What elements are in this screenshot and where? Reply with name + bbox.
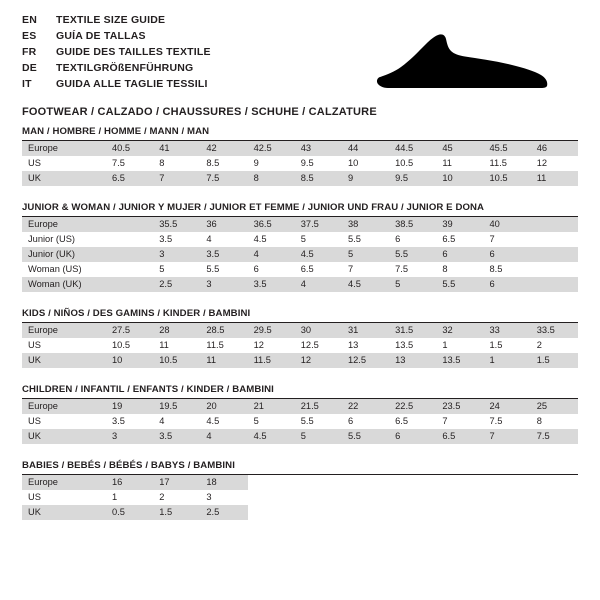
- cell: 11: [153, 338, 200, 353]
- dress-shoe-icon: [374, 30, 550, 102]
- cell: 9: [248, 156, 295, 171]
- cell: 5: [295, 232, 342, 247]
- cell: 6.5: [436, 429, 483, 444]
- cell: 8.5: [295, 171, 342, 186]
- cell: [106, 277, 153, 292]
- language-code: FR: [22, 46, 37, 58]
- cell: 8: [153, 156, 200, 171]
- row-label: US: [22, 338, 106, 353]
- cell: [106, 247, 153, 262]
- row-label: US: [22, 414, 106, 429]
- cell: 10.5: [153, 353, 200, 368]
- cell: 27.5: [106, 323, 153, 338]
- cell: 5.5: [295, 414, 342, 429]
- cell: 10.5: [484, 171, 531, 186]
- cell: 5.5: [200, 262, 247, 277]
- cell: 4: [200, 232, 247, 247]
- cell: 7: [153, 171, 200, 186]
- cell: 4.5: [200, 414, 247, 429]
- cell: 4: [153, 414, 200, 429]
- cell: 12: [248, 338, 295, 353]
- table-row: [22, 353, 578, 368]
- cell: 32: [436, 323, 483, 338]
- cell: [531, 505, 578, 520]
- cell: 10: [436, 171, 483, 186]
- section-title: BABIES / BEBÉS / BÉBÉS / BABYS / BAMBINI: [22, 460, 578, 475]
- cell: 6: [342, 414, 389, 429]
- cell: [248, 475, 295, 490]
- cell: 4: [200, 429, 247, 444]
- cell: 17: [153, 475, 200, 490]
- cell: 5: [342, 247, 389, 262]
- cell: [295, 475, 342, 490]
- section-title: KIDS / NIÑOS / DES GAMINS / KINDER / BAMBINI: [22, 308, 578, 323]
- cell: 7: [342, 262, 389, 277]
- cell: 23.5: [436, 399, 483, 414]
- cell: 8.5: [484, 262, 531, 277]
- cell: 28: [153, 323, 200, 338]
- row-label: Europe: [22, 141, 106, 156]
- row-label: Junior (US): [22, 232, 106, 247]
- cell: 38: [342, 217, 389, 232]
- row-label: US: [22, 490, 106, 505]
- table-row: [22, 429, 578, 444]
- cell: 6: [389, 429, 436, 444]
- cell: 8: [531, 414, 578, 429]
- table-row: [22, 338, 578, 353]
- cell: 3.5: [248, 277, 295, 292]
- language-row: [22, 46, 211, 62]
- cell: 3: [200, 490, 247, 505]
- cell: 10.5: [389, 156, 436, 171]
- cell: 39: [436, 217, 483, 232]
- cell: 6.5: [436, 232, 483, 247]
- cell: 44: [342, 141, 389, 156]
- cell: 13: [389, 353, 436, 368]
- cell: 33.5: [531, 323, 578, 338]
- cell: 7: [484, 232, 531, 247]
- cell: [248, 505, 295, 520]
- cell: [389, 475, 436, 490]
- language-code: DE: [22, 62, 37, 74]
- cell: 1.5: [531, 353, 578, 368]
- size-table-babies: [22, 475, 578, 520]
- table-row: [22, 247, 578, 262]
- language-code: ES: [22, 30, 37, 42]
- cell: 0.5: [106, 505, 153, 520]
- cell: 31: [342, 323, 389, 338]
- row-label: UK: [22, 171, 106, 186]
- cell: 31.5: [389, 323, 436, 338]
- cell: 4: [248, 247, 295, 262]
- cell: [531, 262, 578, 277]
- cell: 16: [106, 475, 153, 490]
- cell: 6: [248, 262, 295, 277]
- cell: 42.5: [248, 141, 295, 156]
- cell: [531, 217, 578, 232]
- row-label: Europe: [22, 217, 106, 232]
- cell: [531, 490, 578, 505]
- cell: 30: [295, 323, 342, 338]
- table-row: [22, 232, 578, 247]
- cell: 5.5: [342, 232, 389, 247]
- cell: 40: [484, 217, 531, 232]
- cell: 11: [200, 353, 247, 368]
- cell: 45.5: [484, 141, 531, 156]
- cell: 35.5: [153, 217, 200, 232]
- cell: 1.5: [153, 505, 200, 520]
- cell: 43: [295, 141, 342, 156]
- cell: [436, 490, 483, 505]
- cell: 37.5: [295, 217, 342, 232]
- cell: 6: [389, 232, 436, 247]
- cell: 22: [342, 399, 389, 414]
- cell: 4.5: [248, 232, 295, 247]
- cell: [531, 475, 578, 490]
- cell: 41: [153, 141, 200, 156]
- table-row: [22, 490, 578, 505]
- cell: 18: [200, 475, 247, 490]
- cell: 12: [295, 353, 342, 368]
- cell: [248, 490, 295, 505]
- cell: 36.5: [248, 217, 295, 232]
- cell: 5: [389, 277, 436, 292]
- cell: 1: [484, 353, 531, 368]
- language-row: [22, 30, 211, 46]
- row-label: Europe: [22, 323, 106, 338]
- cell: 22.5: [389, 399, 436, 414]
- cell: 21.5: [295, 399, 342, 414]
- section-title: CHILDREN / INFANTIL / ENFANTS / KINDER / BAMBINI: [22, 384, 578, 399]
- language-code: IT: [22, 78, 32, 90]
- cell: 12: [531, 156, 578, 171]
- cell: 11.5: [200, 338, 247, 353]
- row-label: UK: [22, 353, 106, 368]
- cell: 5.5: [342, 429, 389, 444]
- cell: 12.5: [342, 353, 389, 368]
- cell: 13: [342, 338, 389, 353]
- language-row: [22, 14, 211, 30]
- cell: 11: [436, 156, 483, 171]
- table-row: [22, 277, 578, 292]
- cell: [531, 247, 578, 262]
- table-row: [22, 399, 578, 414]
- cell: [295, 505, 342, 520]
- table-row: [22, 141, 578, 156]
- cell: 13.5: [389, 338, 436, 353]
- cell: 3.5: [153, 232, 200, 247]
- cell: [531, 277, 578, 292]
- cell: 25: [531, 399, 578, 414]
- cell: [436, 505, 483, 520]
- size-table-kids: [22, 323, 578, 368]
- cell: 9.5: [295, 156, 342, 171]
- language-text: TEXTILE SIZE GUIDE: [56, 14, 166, 26]
- cell: 6: [484, 247, 531, 262]
- cell: 7.5: [106, 156, 153, 171]
- section-junior-woman: [22, 202, 578, 292]
- cell: 5: [295, 429, 342, 444]
- cell: 3: [106, 429, 153, 444]
- section-babies: [22, 460, 578, 520]
- cell: 7: [484, 429, 531, 444]
- cell: [106, 217, 153, 232]
- header: [22, 14, 578, 118]
- cell: 6.5: [389, 414, 436, 429]
- category-title: FOOTWEAR / CALZADO / CHAUSSURES / SCHUHE / CALZATURE: [22, 106, 377, 118]
- table-row: [22, 171, 578, 186]
- cell: 38.5: [389, 217, 436, 232]
- cell: 4.5: [342, 277, 389, 292]
- cell: 1: [436, 338, 483, 353]
- size-table-junior-woman: [22, 217, 578, 292]
- size-table-man: [22, 141, 578, 186]
- cell: 5.5: [436, 277, 483, 292]
- cell: 4.5: [295, 247, 342, 262]
- cell: 11.5: [484, 156, 531, 171]
- cell: 24: [484, 399, 531, 414]
- cell: [342, 490, 389, 505]
- cell: 11.5: [248, 353, 295, 368]
- cell: 19: [106, 399, 153, 414]
- section-man: [22, 126, 578, 186]
- cell: [295, 490, 342, 505]
- table-row: [22, 156, 578, 171]
- cell: 7.5: [484, 414, 531, 429]
- cell: 2.5: [200, 505, 247, 520]
- table-row: [22, 414, 578, 429]
- cell: 40.5: [106, 141, 153, 156]
- cell: 5.5: [389, 247, 436, 262]
- section-title: MAN / HOMBRE / HOMME / MANN / MAN: [22, 126, 578, 141]
- cell: 10.5: [106, 338, 153, 353]
- cell: 33: [484, 323, 531, 338]
- cell: 5: [153, 262, 200, 277]
- section-kids: [22, 308, 578, 368]
- cell: [106, 232, 153, 247]
- cell: [531, 232, 578, 247]
- cell: 3.5: [200, 247, 247, 262]
- table-row: [22, 475, 578, 490]
- language-list: [22, 14, 211, 94]
- cell: 10: [106, 353, 153, 368]
- cell: 4.5: [248, 429, 295, 444]
- size-table-children: [22, 399, 578, 444]
- language-row: [22, 62, 211, 78]
- cell: 1: [106, 490, 153, 505]
- row-label: Junior (UK): [22, 247, 106, 262]
- cell: 19.5: [153, 399, 200, 414]
- cell: 2: [153, 490, 200, 505]
- cell: [484, 475, 531, 490]
- cell: 7: [436, 414, 483, 429]
- cell: 13.5: [436, 353, 483, 368]
- table-row: [22, 323, 578, 338]
- cell: 20: [200, 399, 247, 414]
- row-label: Woman (UK): [22, 277, 106, 292]
- cell: 36: [200, 217, 247, 232]
- cell: 5: [248, 414, 295, 429]
- cell: 29.5: [248, 323, 295, 338]
- language-code: EN: [22, 14, 37, 26]
- section-title: JUNIOR & WOMAN / JUNIOR Y MUJER / JUNIOR ET FEMME / JUNIOR UND FRAU / JUNIOR E DONA: [22, 202, 578, 217]
- row-label: Woman (US): [22, 262, 106, 277]
- cell: 6: [484, 277, 531, 292]
- cell: 6: [436, 247, 483, 262]
- cell: 3: [153, 247, 200, 262]
- cell: 7.5: [200, 171, 247, 186]
- cell: 42: [200, 141, 247, 156]
- cell: 3.5: [106, 414, 153, 429]
- row-label: UK: [22, 505, 106, 520]
- cell: 45: [436, 141, 483, 156]
- cell: 8: [248, 171, 295, 186]
- cell: 44.5: [389, 141, 436, 156]
- cell: 7.5: [531, 429, 578, 444]
- cell: 1.5: [484, 338, 531, 353]
- cell: 6.5: [106, 171, 153, 186]
- cell: [106, 262, 153, 277]
- cell: 3: [200, 277, 247, 292]
- cell: [484, 505, 531, 520]
- section-children: [22, 384, 578, 444]
- cell: 9.5: [389, 171, 436, 186]
- table-row: [22, 262, 578, 277]
- row-label: UK: [22, 429, 106, 444]
- cell: [436, 475, 483, 490]
- cell: 11: [531, 171, 578, 186]
- cell: 3.5: [153, 429, 200, 444]
- language-row: [22, 78, 211, 94]
- language-text: GUÍA DE TALLAS: [56, 30, 146, 42]
- cell: [342, 475, 389, 490]
- language-text: GUIDE DES TAILLES TEXTILE: [56, 46, 211, 58]
- cell: [484, 490, 531, 505]
- cell: 7.5: [389, 262, 436, 277]
- row-label: Europe: [22, 399, 106, 414]
- row-label: US: [22, 156, 106, 171]
- table-row: [22, 505, 578, 520]
- row-label: Europe: [22, 475, 106, 490]
- cell: 2: [531, 338, 578, 353]
- language-text: TEXTILGRÖßENFÜHRUNG: [56, 62, 194, 74]
- cell: 9: [342, 171, 389, 186]
- cell: [342, 505, 389, 520]
- cell: 28.5: [200, 323, 247, 338]
- cell: 12.5: [295, 338, 342, 353]
- cell: 46: [531, 141, 578, 156]
- language-text: GUIDA ALLE TAGLIE TESSILI: [56, 78, 208, 90]
- cell: 8: [436, 262, 483, 277]
- cell: 10: [342, 156, 389, 171]
- cell: 2.5: [153, 277, 200, 292]
- cell: [389, 505, 436, 520]
- table-row: [22, 217, 578, 232]
- cell: [389, 490, 436, 505]
- cell: 4: [295, 277, 342, 292]
- cell: 8.5: [200, 156, 247, 171]
- cell: 21: [248, 399, 295, 414]
- cell: 6.5: [295, 262, 342, 277]
